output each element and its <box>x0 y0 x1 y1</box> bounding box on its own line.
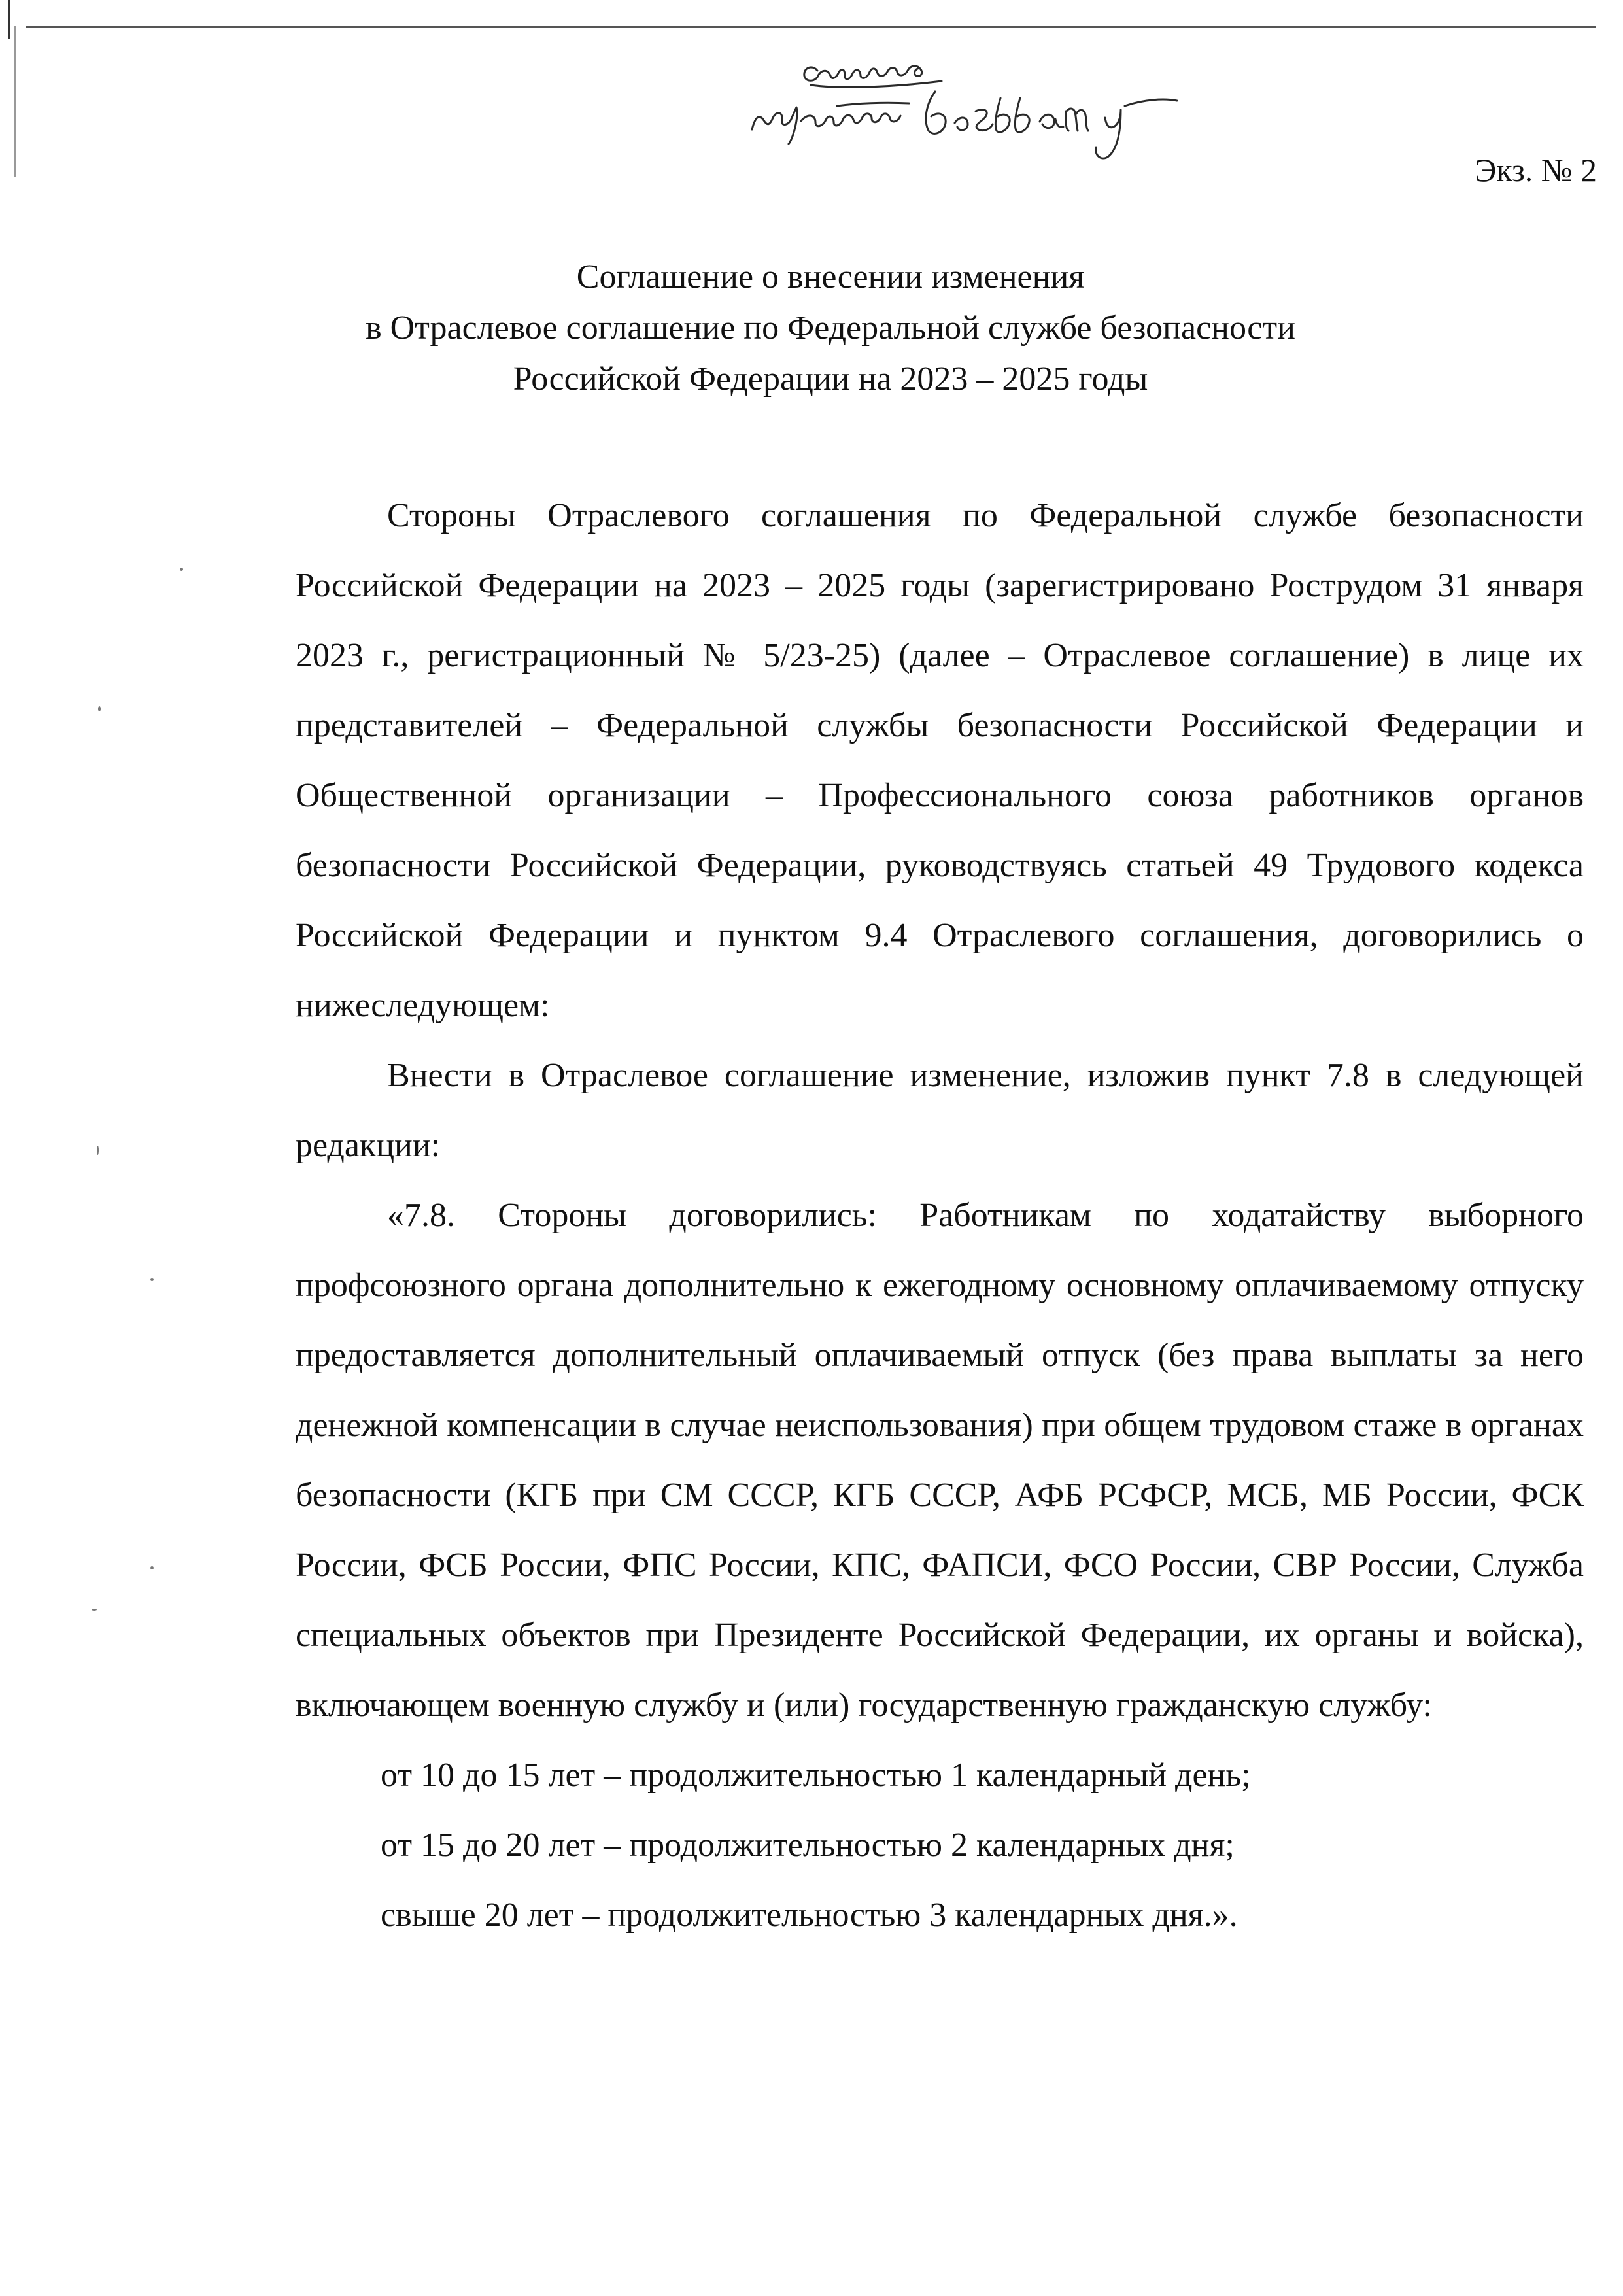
copy-number: Экз. № 2 <box>1475 152 1597 188</box>
paragraph-clause-7-8: «7.8. Стороны договорились: Работникам по ходатайству выборного профсоюзного органа дополнительно к ежегодному основному оплачиваемому отпуску предоставляется дополнительный оплачиваемый отпуск (без права выплаты за него денежной компенсации в случае неиспользования) при общем трудовом стаже в органах безопасности (КГБ при СМ СССР, КГБ СССР, АФБ РСФСР, МСБ, МБ России, ФСК России, ФСБ России, ФПС России, КПС, ФАПСИ, ФСО России, СВР России, Служба специальных объектов при Президенте Российской Федерации, их органы и войска), включающем военную службу и (или) государственную гражданскую службу: <box>296 1197 1584 1724</box>
paragraph-amendment: Внести в Отраслевое соглашение изменение, изложив пункт 7.8 в следующей редакции: <box>296 1057 1584 1164</box>
list-item-leave-duration: от 15 до 20 лет – продолжительностью 2 календарных дня; <box>381 1826 1235 1864</box>
scan-top-line <box>26 26 1596 28</box>
title-line: Российской Федерации на 2023 – 2025 годы <box>513 360 1148 398</box>
scan-speck <box>150 1278 154 1281</box>
list-item-leave-duration: от 10 до 15 лет – продолжительностью 1 календарный день; <box>381 1756 1251 1794</box>
document-body <box>296 481 1584 1950</box>
scan-speck <box>180 568 183 571</box>
list-item-leave-duration: свыше 20 лет – продолжительностью 3 календарных дня.». <box>381 1896 1238 1934</box>
title-line: в Отраслевое соглашение по Федеральной службе безопасности <box>366 309 1295 347</box>
scan-speck <box>92 1609 97 1611</box>
paragraph-parties: Стороны Отраслевого соглашения по Федеральной службе безопасности Российской Федерации на 2023 – 2025 годы (зарегистрировано Рострудом 31 января 2023 г., регистрационный № 5/23-25) (далее – Отраслевое соглашение) в лице их представителей – Федеральной службы безопасности Российской Федерации и Общественной организации – Профессионального союза работников органов безопасности Российской Федерации, руководствуясь статьей 49 Трудового кодекса Российской Федерации и пунктом 9.4 Отраслевого соглашения, договорились о нижеследующем: <box>296 497 1584 1024</box>
scan-speck <box>97 1146 99 1155</box>
scan-edge-mark <box>8 0 10 39</box>
document-title <box>262 252 1399 405</box>
scan-edge-mark <box>14 26 16 177</box>
title-line: Соглашение о внесении изменения <box>576 258 1085 296</box>
scan-speck <box>98 706 101 711</box>
scan-speck <box>150 1566 154 1569</box>
handwritten-note <box>739 46 1262 163</box>
